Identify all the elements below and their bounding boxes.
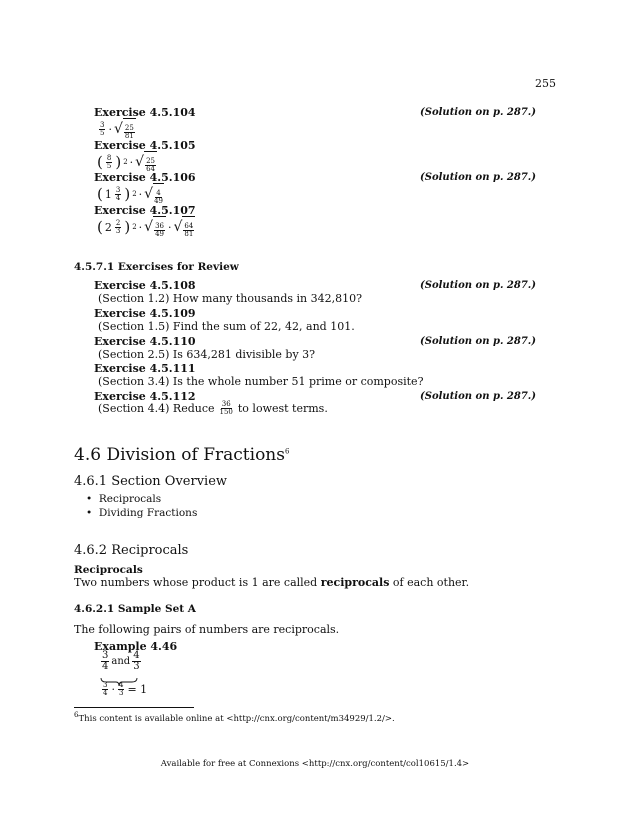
exercise-title: Exercise 4.5.109 [94,307,196,320]
example-pair: $\frac{3}{4}$ and $\frac{4}{3}$ [100,651,142,691]
exercise-title: Exercise 4.5.108 [94,279,196,292]
exercise-title: Exercise 4.5.106 [94,171,196,184]
exercise-text: (Section 1.5) Find the sum of 22, 42, and 101. [98,320,355,333]
solution-link[interactable]: (Solution on p. 287.) [420,107,536,118]
exercise-title: Exercise 4.5.110 [94,335,196,348]
exercise-title: Exercise 4.5.104 [94,106,196,119]
exercise-text: (Section 4.4) Reduce $\frac{36}{150}$ to lowest terms. [98,400,328,416]
exercise-math: ( 2 $\frac{2}{3}$ ) 2 · √ $\frac{36}{49}$ · √ $\frac{64}{81}$ [97,217,194,238]
list-item: • Reciprocals [86,493,162,505]
square-root: √ $\frac{25}{81}$ [114,118,136,140]
subsection-heading: 4.5.7.1 Exercises for Review [74,261,239,273]
example-title: Example 4.46 [94,640,178,653]
exercise-math: ( 1 $\frac{3}{4}$ ) 2 · √ $\frac{4}{49}$ [97,184,163,205]
exercise-math: ( $\frac{8}{5}$ ) 2 · √ $\frac{25}{64}$ [97,152,155,173]
section-title: 4.6 Division of Fractions$^6$ [74,445,290,465]
solution-link[interactable]: (Solution on p. 287.) [420,172,536,183]
page-footer: Available for free at Connexions <http://cnx.org/content/col10615/1.4> [160,759,470,769]
operator: · [108,122,112,136]
exercise-text: (Section 2.5) Is 634,281 divisible by 3? [98,348,316,361]
exercise-math [98,118,136,140]
solution-link[interactable]: (Solution on p. 287.) [420,280,536,291]
solution-link[interactable]: (Solution on p. 287.) [420,391,536,402]
footnote: $^6$This content is available online at <http://cnx.org/content/m34929/1.2/>. [74,711,395,724]
sample-set-text: The following pairs of numbers are reciprocals. [74,623,340,636]
exercise-text: (Section 3.4) Is the whole number 51 prime or composite? [98,375,424,388]
exercise-text: (Section 1.2) How many thousands in 342,810? [98,292,362,305]
exercise-title: Exercise 4.5.105 [94,139,196,152]
reciprocals-title: 4.6.2 Reciprocals [74,543,189,558]
page-number: 255 [535,77,556,90]
footnote-marker: 6 [284,447,290,456]
footnote-divider [74,707,194,708]
exercise-title: Exercise 4.5.107 [94,204,196,217]
sample-set-title: 4.6.2.1 Sample Set A [74,603,196,615]
exercise-title: Exercise 4.5.111 [94,362,196,375]
definition-heading: Reciprocals [74,564,143,576]
section-overview-title: 4.6.1 Section Overview [74,474,228,489]
product-equation: $\frac{3}{4}$ · $\frac{4}{3}$ = 1 [103,681,148,697]
list-item: • Dividing Fractions [86,507,198,519]
fraction: $\frac{3}{5}$ [100,120,105,137]
solution-link[interactable]: (Solution on p. 287.) [420,336,536,347]
exercise-title: Exercise 4.5.112 [94,390,196,403]
definition-text: Two numbers whose product is 1 are called reciprocals of each other. [74,576,470,589]
